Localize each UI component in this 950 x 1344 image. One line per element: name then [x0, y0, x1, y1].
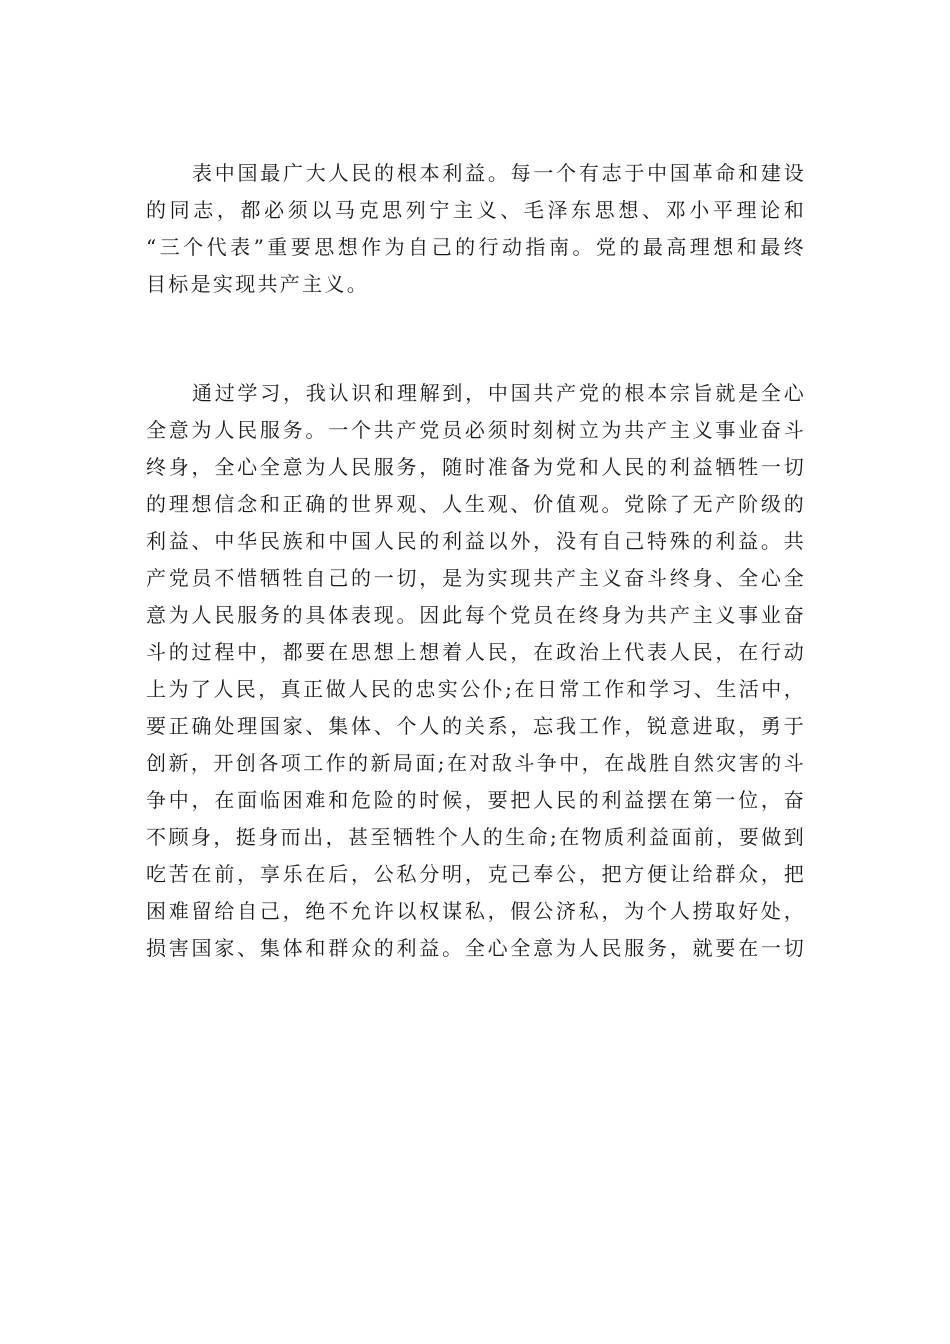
paragraph-line: 吃苦在前，享乐在后，公私分明，克己奉公，把方便让给群众，把 [146, 862, 806, 886]
paragraph-line: 全意为人民服务。一个共产党员必须时刻树立为共产主义事业奋斗 [146, 418, 806, 442]
paragraph-1 [146, 155, 806, 303]
paragraph-line: 争中，在面临困难和危险的时候，要把人民的利益摆在第一位，奋 [146, 788, 806, 812]
paragraph-line: 目标是实现共产主义。 [146, 272, 369, 296]
paragraph-line: 表中国最广大人民的根本利益。每一个有志于中国革命和建设 [192, 161, 806, 185]
paragraph-line: 产党员不惜牺牲自己的一切，是为实现共产主义奋斗终身、全心全 [146, 566, 806, 590]
paragraph-line: 不顾身，挺身而出，甚至牺牲个人的生命;在物质利益面前，要做到 [146, 825, 806, 849]
paragraph-line: 意为人民服务的具体表现。因此每个党员在终身为共产主义事业奋 [146, 603, 806, 627]
paragraph-line: 创新，开创各项工作的新局面;在对敌斗争中，在战胜自然灾害的斗 [146, 751, 806, 775]
paragraph-line: 斗的过程中，都要在思想上想着人民，在政治上代表人民，在行动 [146, 640, 806, 664]
paragraph-line: “三个代表”重要思想作为自己的行动指南。党的最高理想和最终 [146, 235, 806, 259]
paragraph-line: 上为了人民，真正做人民的忠实公仆;在日常工作和学习、生活中， [146, 677, 806, 701]
paragraph-line: 的理想信念和正确的世界观、人生观、价值观。党除了无产阶级的 [146, 492, 806, 516]
paragraph-line: 利益、中华民族和中国人民的利益以外，没有自己特殊的利益。共 [146, 529, 806, 553]
paragraph-line: 通过学习，我认识和理解到，中国共产党的根本宗旨就是全心 [192, 381, 806, 405]
paragraph-line: 的同志，都必须以马克思列宁主义、毛泽东思想、邓小平理论和 [146, 198, 806, 222]
paragraph-2 [146, 375, 806, 967]
paragraph-line: 终身，全心全意为人民服务，随时准备为党和人民的利益牺牲一切 [146, 455, 806, 479]
paragraph-line: 要正确处理国家、集体、个人的关系，忘我工作，锐意进取，勇于 [146, 714, 806, 738]
paragraph-line: 困难留给自己，绝不允许以权谋私，假公济私，为个人捞取好处， [146, 899, 806, 923]
paragraph-line: 损害国家、集体和群众的利益。全心全意为人民服务，就要在一切 [146, 936, 806, 960]
